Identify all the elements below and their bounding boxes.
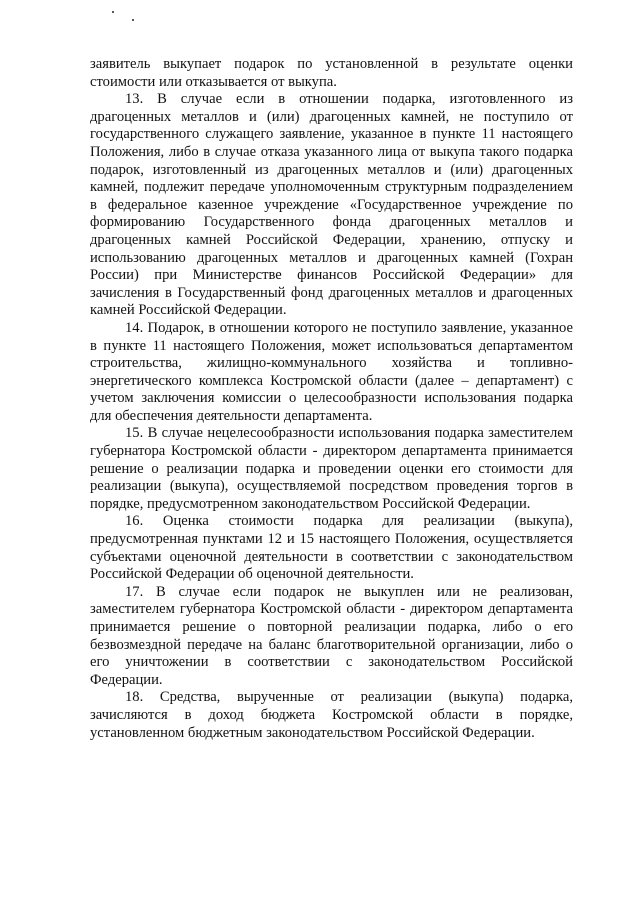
paragraph-item-16: 16. Оценка стоимости подарка для реализации (выкупа), предусмотренная пунктами 12 и 15 настоящего Положения, осуществляется субъектами оценочной деятельности в соответствии с законодательством Российской Федерации об оценочной деятельности. [90,513,573,583]
paragraph-continuation: заявитель выкупает подарок по установленной в результате оценки стоимости или отказывается от выкупа. [90,56,573,90]
paragraph-item-14: 14. Подарок, в отношении которого не поступило заявление, указанное в пункте 11 настоящего Положения, может использоваться департаментом строительства, жилищно-коммунального хозяйства и топливно-энергетического комплекса Костромской области (далее – департамент) с учетом заключения комиссии о целесообразности использования подарка для обеспечения деятельности департамента. [90,319,573,424]
paragraph-item-13: 13. В случае если в отношении подарка, изготовленного из драгоценных металлов и (или) драгоценных камней, не поступило от государственного служащего заявление, указанное в пункте 11 настоящего Положения, либо в случае отказа указанного лица от выкупа такого подарка подарок, изготовленный из драгоценных металлов и (или) драгоценных камней, подлежит передаче уполномоченным структурным подразделением в федеральное казенное учреждение «Государственное учреждение по формированию Государственного фонда драгоценных металлов и драгоценных камней Российской Федерации, хранению, отпуску и использованию драгоценных металлов и драгоценных камней (Гохран России) при Министерстве финансов Российской Федерации» для зачисления в Государственный фонд драгоценных металлов и драгоценных камней Российской Федерации. [90,91,573,319]
paragraph-item-17: 17. В случае если подарок не выкуплен или не реализован, заместителем губернатора Костромской области - директором департамента принимается решение о повторной реализации подарка, либо о его безвозмездной передаче на баланс благотворительной организации, либо о его уничтожении в соответствии с законодательством Российской Федерации. [90,583,573,688]
document-body [90,56,573,742]
scan-speck [112,11,114,13]
paragraph-item-18: 18. Средства, вырученные от реализации (выкупа) подарка, зачисляются в доход бюджета Костромской области в порядке, установленном бюджетным законодательством Российской Федерации. [90,689,573,741]
scan-speck [132,19,134,21]
paragraph-item-15: 15. В случае нецелесообразности использования подарка заместителем губернатора Костромской области - директором департамента принимается решение о реализации подарка и проведении оценки его стоимости для реализации (выкупа), осуществляемой посредством проведения торгов в порядке, предусмотренном законодательством Российской Федерации. [90,425,573,512]
